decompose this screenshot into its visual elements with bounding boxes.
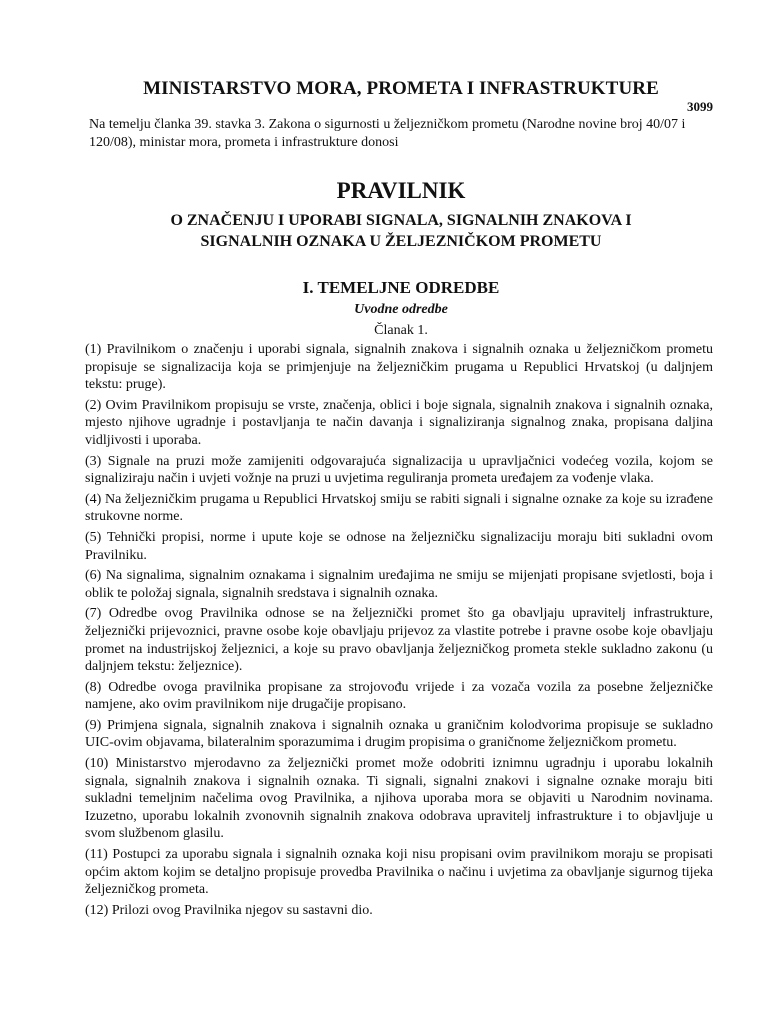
- paragraph: (8) Odredbe ovoga pravilnika propisane za strojovođu vrijede i za vozača vozila za posebne željezničke namjene, ako ovim pravilnikom nije drugačije propisano.: [85, 679, 713, 713]
- document-title: PRAVILNIK: [336, 178, 466, 203]
- ministry-heading: MINISTARSTVO MORA, PROMETA I INFRASTRUKTURE: [143, 78, 659, 99]
- intro-paragraph: Na temelju članka 39. stavka 3. Zakona o sigurnosti u željezničkom prometu (Narodne novine broj 40/07 i 120/08), ministar mora, prometa i infrastrukture donosi: [89, 117, 686, 150]
- paragraph: (7) Odredbe ovog Pravilnika odnose se na željeznički promet što ga obavljaju upravitelj infrastrukture, željeznički prijevoznici, pravne osobe koje obavljaju prijevoz za vlastite potrebe i pravne osobe koje obavljaju promet na industrijskoj željeznici, a koje su pravo obavljanja željezničkog prometa stekle sukladno zakonu (u daljnjem tekstu: željeznice).: [85, 606, 713, 675]
- paragraph: (4) Na željezničkim prugama u Republici Hrvatskoj smiju se rabiti signali i signalne oznake za koje su izrađene strukovne norme.: [85, 491, 713, 525]
- paragraph: (2) Ovim Pravilnikom propisuju se vrste, značenja, oblici i boje signala, signalnih znakova i signalnih oznaka, mjesto njihove ugradnje i postavljanja te način davanja i signaliziranja signalnog znaka, propisana daljina vidljivosti i uporaba.: [85, 397, 713, 448]
- paragraph: (1) Pravilnikom o značenju i uporabi signala, signalnih znakova i signalnih oznaka u željezničkom prometu propisuje se signalizacija koja se primjenjuje na željezničkim prugama u Republici Hrvatskoj (u daljnjem tekstu: pruge).: [85, 342, 713, 393]
- paragraph: (6) Na signalima, signalnim oznakama i signalnim uređajima ne smiju se mijenjati propisane svjetlosti, boja i oblik te položaj signala, signalnih sredstava i signalnih oznaka.: [85, 568, 713, 601]
- paragraph: (11) Postupci za uporabu signala i signalnih oznaka koji nisu propisani ovim pravilnikom moraju se propisati općim aktom kojim se detaljno propisuje provedba Pravilnika o načinu i uvjetima za obavljanje sigurnog tijeka željezničkog prometa.: [85, 847, 713, 898]
- paragraph: (12) Prilozi ovog Pravilnika njegov su sastavni dio.: [85, 902, 373, 918]
- document-number: 3099: [687, 99, 713, 114]
- article-heading: Članak 1.: [374, 323, 428, 338]
- paragraph: (9) Primjena signala, signalnih znakova i signalnih oznaka u graničnim kolodvorima propisuje se sukladno UIC-ovim objavama, bilateralnim sporazumima i drugim propisima o graničnome željezničkom prometu.: [85, 717, 713, 751]
- section-heading: I. TEMELJNE ODREDBE: [302, 278, 500, 297]
- paragraph: (3) Signale na pruzi može zamijeniti odgovarajuća signalizacija u upravljačnici vodećeg vozila, kojom se signaliziraju način i uvjeti vožnje na pruzi u uvjetima reguliranja prometa uređajem za vođenje vlaka.: [85, 453, 713, 487]
- document-page: [85, 78, 713, 922]
- paragraph: (5) Tehnički propisi, norme i upute koje se odnose na željezničku signalizaciju moraju biti sukladni ovom Pravilniku.: [85, 529, 713, 563]
- subsection-heading: Uvodne odredbe: [354, 302, 448, 317]
- document-subtitle: O ZNAČENJU I UPORABI SIGNALA, SIGNALNIH ZNAKOVA I SIGNALNIH OZNAKA U ŽELJEZNIČKOM PROMETU: [170, 212, 632, 250]
- paragraph: (10) Ministarstvo mjerodavno za željeznički promet može odobriti iznimnu ugradnju i uporabu lokalnih signala, signalnih znakova i signalnih oznaka. Ti signali, signalni znakovi i signalne oznake moraju biti sukladni temeljnim načelima ovog Pravilnika, a njihova uporaba mora se objaviti u Narodnim novinama. Izuzetno, uporabu lokalnih zvonovnih signalnih znakova odobrava upravitelj infrastrukture i to objavljuje u svom službenom glasilu.: [85, 756, 713, 842]
